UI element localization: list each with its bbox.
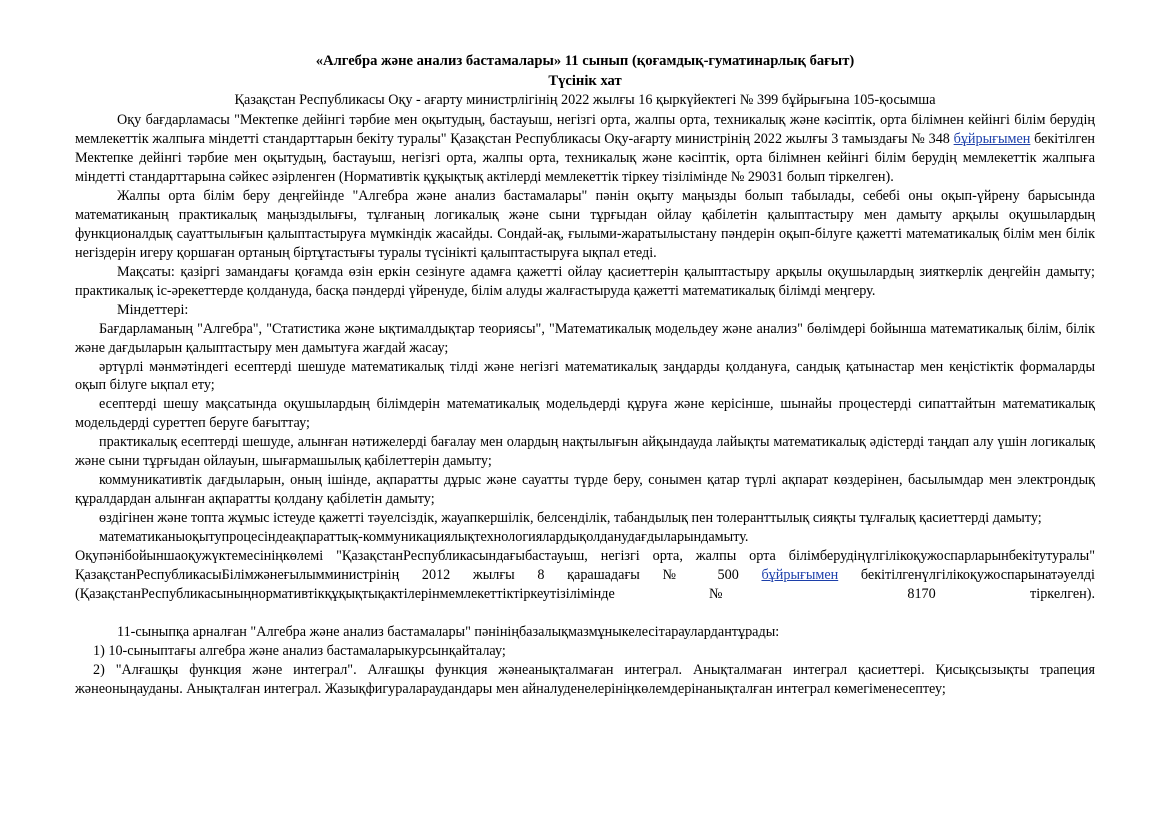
paragraph-legal-basis-text-b: бекітілген Мектепке дейінгі тәрбие мен оқытудың, бастауыш, негізгі орта, жалпы орта, техникалық және кәсіптік, орта білімнен кейінгі білім берудің мемлекеттік жалпыға міндетті стандарттарына сәйкес әзірленген (Нормативтік құқықтық актілерді мемлекеттік тіркеу тізілімінде № 29031 болып тіркелген).: [75, 131, 1095, 185]
paragraph-workload: [75, 547, 1095, 623]
task-item-2: әртүрлі мәнмәтіндегі есептерді шешуде математикалық тілді және негізгі математикалық заңдарды қолдануға, сандық қатынастар мен кеңістіктік формаларды оқып білуге ықпал ету;: [75, 358, 1095, 394]
paragraph-tasks-heading: Міндеттері:: [117, 301, 189, 318]
paragraph-workload-text-b: бекітілгенүлгілікоқужоспарынатәуелді (ҚазақстанРеспубликасыныңнормативтікқұқықтықактілерінмемлекеттіктіркеутізілімінде № 8170 тіркелген).: [75, 567, 1095, 602]
paragraph-subject-importance: Жалпы орта білім беру деңгейінде "Алгебра және анализ бастамалары" пәнін оқыту маңызды болып табылады, себебі оны оқып-үйрену барысында математиканың практикалық маңыздылығы, тұлғаның логикалық және сыни тұрғыдан ойлау қабілетін қалыптастыру мен дамыту арқылы оқушылардың функционалдық сауаттылығын қалыптастыруға мүмкіндік жасайды. Сондай-ақ, ғылыми-жаратылыстану пәндерін оқып-білуге қажетті математикалық білім мен білік негіздерін игеру қоршаған ортаның біртұтастығы туралы түсінікті қалыптастыруға ықпал етеді.: [75, 187, 1095, 261]
task-item-1: Бағдарламаның "Алгебра", "Статистика және ықтималдықтар теориясы", "Математикалық модельдеу және анализ" бөлімдері бойынша математикалық білім, білік және дағдыларын қалыптастыру мен дамытуға жағдай жасау;: [75, 320, 1095, 356]
task-item-6: өздігінен және топта жұмыс істеуде қажетті тәуелсіздік, жауапкершілік, белсенділік, табандылық пен толеранттылық сияқты тұлғалық қасиеттерді дамыту;: [99, 510, 1042, 527]
document-title: «Алгебра және анализ бастамалары» 11 сынып (қоғамдық-гуматинарлық бағыт): [315, 53, 855, 69]
order-link-2[interactable]: бұйрығымен: [761, 567, 839, 583]
task-item-4: практикалық есептерді шешуде, алынған нәтижелерді бағалау мен олардың нақтылығын айқындауда лайықты математикалық әдістерді таңдап алу үшін логикалық және сыни тұрғыдан ойлауын, шығармашылық қабілеттерін дамыту;: [75, 434, 1095, 470]
content-item-1: 1) 10-сыныптағы алгебра және анализ бастамаларыкурсынқайталау;: [93, 642, 506, 659]
paragraph-goal: Мақсаты: қазіргі замандағы қоғамда өзін еркін сезінуге адамға қажетті ойлау қасиеттерін қалыптастыру арқылы оқушылардың зияткерлік деңгейін дамыту; практикалық іс-әрекеттерде қолдануда, басқа пәндерді үйренуде, білім алуды жалғастыруда қажетті математикалық білімді меңгеру.: [75, 263, 1095, 299]
task-item-3: есептерді шешу мақсатында оқушылардың білімдерін математикалық модельдерді құруға және керісінше, шынайы процестерді сипаттайтын математикалық модельдерді суреттеп беруге бағыттау;: [75, 396, 1095, 432]
document-content: [75, 52, 1095, 699]
paragraph-content-intro: 11-сыныпқа арналған "Алгебра және анализ бастамалары" пәнініңбазалықмазмұныкелесітараулардантұрады:: [117, 623, 780, 640]
task-item-5: коммуникативтік дағдыларын, оның ішінде, ақпаратты дұрыс және сауатты түрде беру, сонымен қатар түрлі ақпарат көздерінен, басылымдар мен электрондық құралдардан алынған ақпаратты қолдану қабілетін дамыту;: [75, 472, 1095, 508]
content-item-2: 2) "Алғашқы функция және интеграл". Алғашқы функция жәнеанықталмаған интеграл. Анықталмаған интеграл қасиеттері. Қисықсызықты трапеция жәнеоныңауданы. Анықталған интеграл. Жазықфигуралараудандары мен айналуденелерініңкөлемдерінанықталған интеграл көмегіменесептеу;: [75, 661, 1095, 697]
paragraph-legal-basis-text-a: Оқу бағдарламасы "Мектепке дейінгі тәрбие мен оқытудың, бастауыш, негізгі орта, жалпы орта, техникалық және кәсіптік, орта білімнен кейінгі білім берудің мемлекеттік жалпыға міндетті стандарттарын бекіту туралы" Қазақстан Республикасы Оқу-ағарту министрінің 2022 жылғы 3 тамыздағы № 348: [75, 112, 1095, 148]
paragraph-legal-basis: [75, 111, 1095, 187]
paragraph-workload-text-a: Оқупәнібойыншаоқужүктемесініңкөлемі "ҚазақстанРеспубликасындағыбастауыш, негізгі орта, жалпы орта білімберудіңүлгілікоқужоспарларынбекітутуралы" ҚазақстанРеспубликасыБілімжәнеғылымминистрінің 2012 жылғы 8 қарашадағы № 500: [75, 548, 1095, 583]
document-reference: Қазақстан Республикасы Оқу - ағарту министрлігінің 2022 жылғы 16 қыркүйектегі № 399 бұйрығына 105-қосымша: [234, 92, 936, 109]
document-subtitle: Түсінік хат: [548, 72, 622, 89]
task-item-7: математиканыоқытупроцесіндеақпараттық-коммуникациялықтехнологиялардықолданудағдыларындамыту.: [99, 529, 749, 546]
order-link-1[interactable]: бұйрығымен: [953, 131, 1031, 148]
